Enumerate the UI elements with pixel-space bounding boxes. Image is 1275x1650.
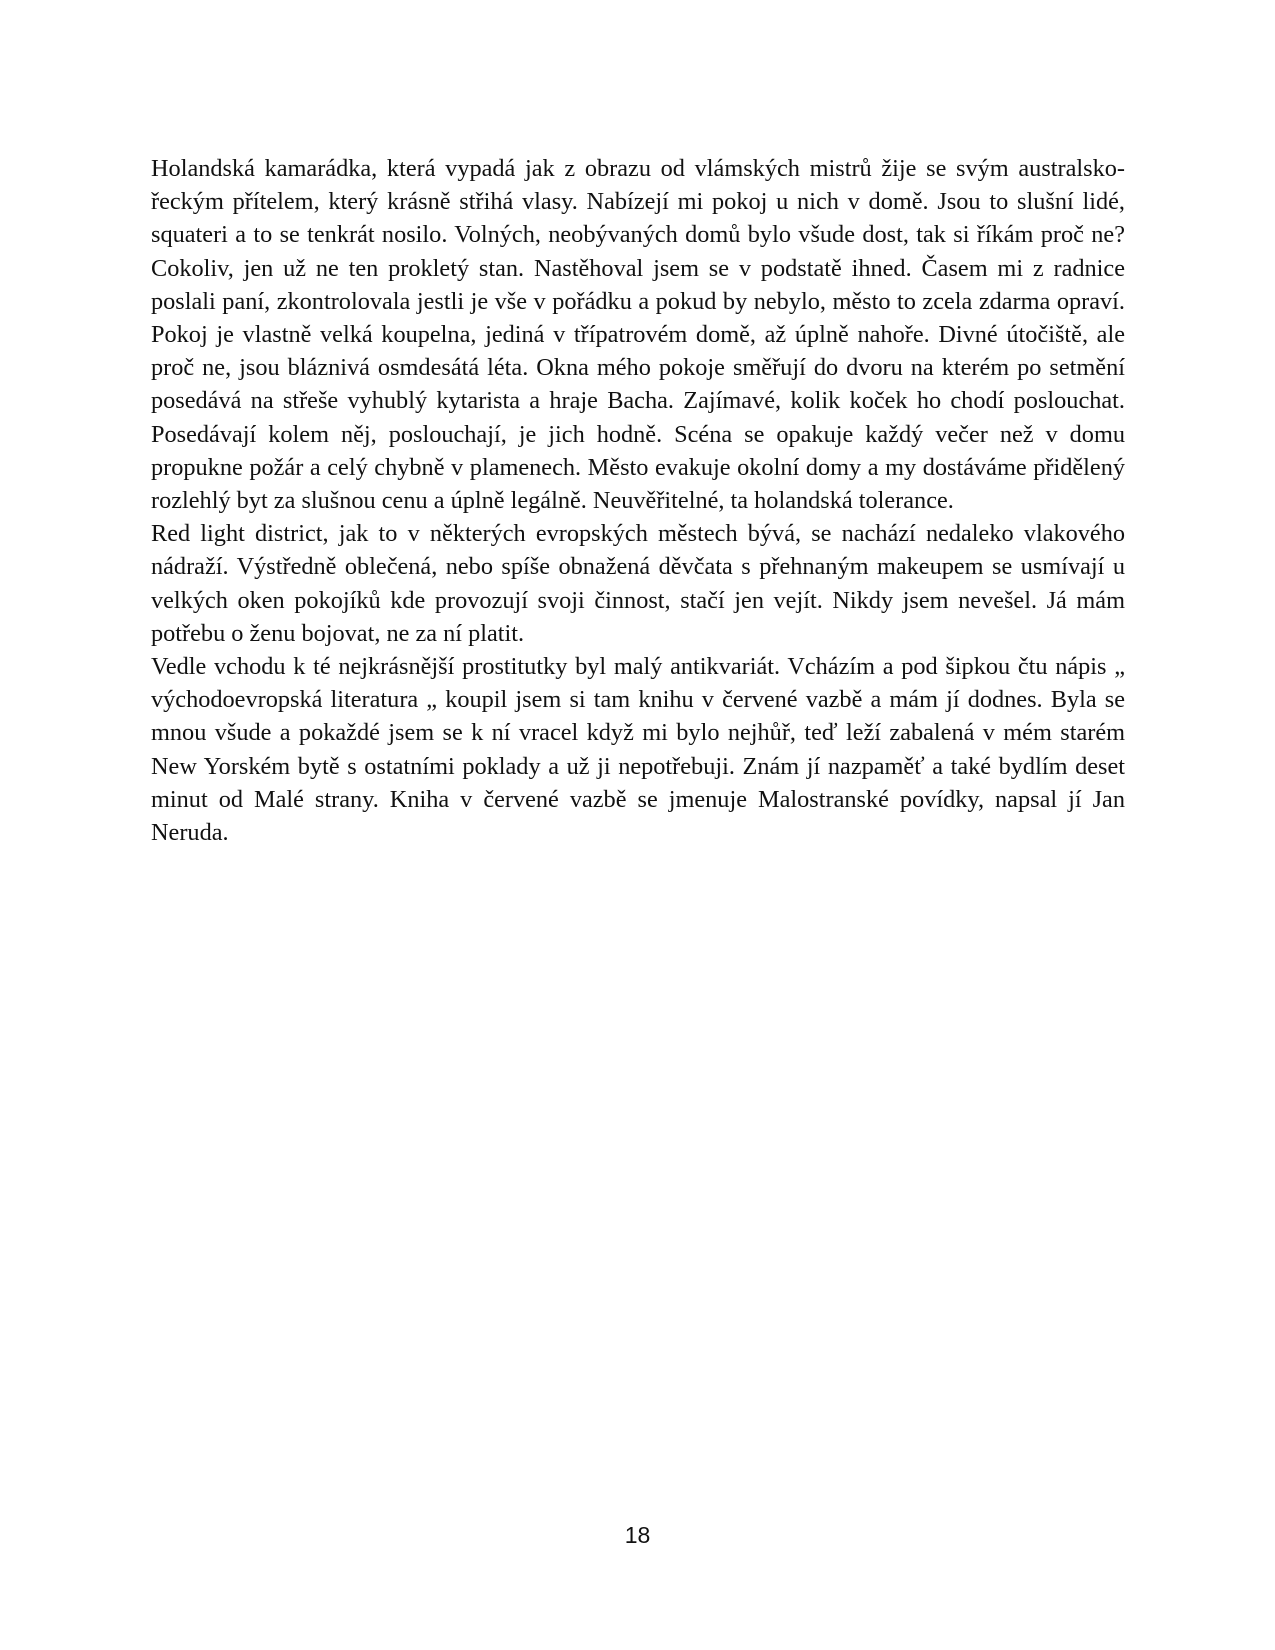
- paragraph-2: Red light district, jak to v některých evropských městech bývá, se nachází nedaleko vlakového nádraží. Výstředně oblečená, nebo spíše obnažená děvčata s přehnaným makeupem se usmívají u velkých oken pokojíků kde provozují svoji činnost, stačí jen vejít. Nikdy jsem nevešel. Já mám potřebu o ženu bojovat, ne za ní platit.: [151, 520, 1125, 647]
- paragraph-1: Holandská kamarádka, která vypadá jak z obrazu od vlámských mistrů žije se svým australsko-řeckým přítelem, který krásně střihá vlasy. Nabízejí mi pokoj u nich v domě. Jsou to slušní lidé, squateri a to se tenkrát nosilo. Volných, neobývaných domů bylo všude dost, tak si říkám proč ne? Cokoliv, jen už ne ten prokletý stan. Nastěhoval jsem se v podstatě ihned. Časem mi z radnice poslali paní, zkontrolovala jestli je vše v pořádku a pokud by nebylo, město to zcela zdarma opraví. Pokoj je vlastně velká koupelna, jediná v třípatrovém domě, až úplně nahoře. Divné útočiště, ale proč ne, jsou bláznivá osmdesátá léta. Okna mého pokoje směřují do dvoru na kterém po setmění posedává na střeše vyhublý kytarista a hraje Bacha. Zajímavé, kolik koček ho chodí poslouchat. Posedávají kolem něj, poslouchají, je jich hodně. Scéna se opakuje každý večer než v domu propukne požár a celý chybně v plamenech. Město evakuje okolní domy a my dostáváme přidělený rozlehlý byt za slušnou cenu a úplně legálně. Neuvěřitelné, ta holandská tolerance.: [151, 155, 1125, 515]
- body-text: [151, 152, 1125, 849]
- page-number: 18: [624, 1522, 651, 1548]
- paragraph-3: Vedle vchodu k té nejkrásnější prostitutky byl malý antikvariát. Vcházím a pod šipkou čtu nápis „ východoevropská literatura „ koupil jsem si tam knihu v červené vazbě a mám jí dodnes. Byla se mnou všude a pokaždé jsem se k ní vracel když mi bylo nejhůř, teď leží zabalená v mém starém New Yorském bytě s ostatními poklady a už ji nepotřebuji. Znám jí nazpaměť a také bydlím deset minut od Malé strany. Kniha v červené vazbě se jmenuje Malostranské povídky, napsal jí Jan Neruda.: [151, 653, 1125, 847]
